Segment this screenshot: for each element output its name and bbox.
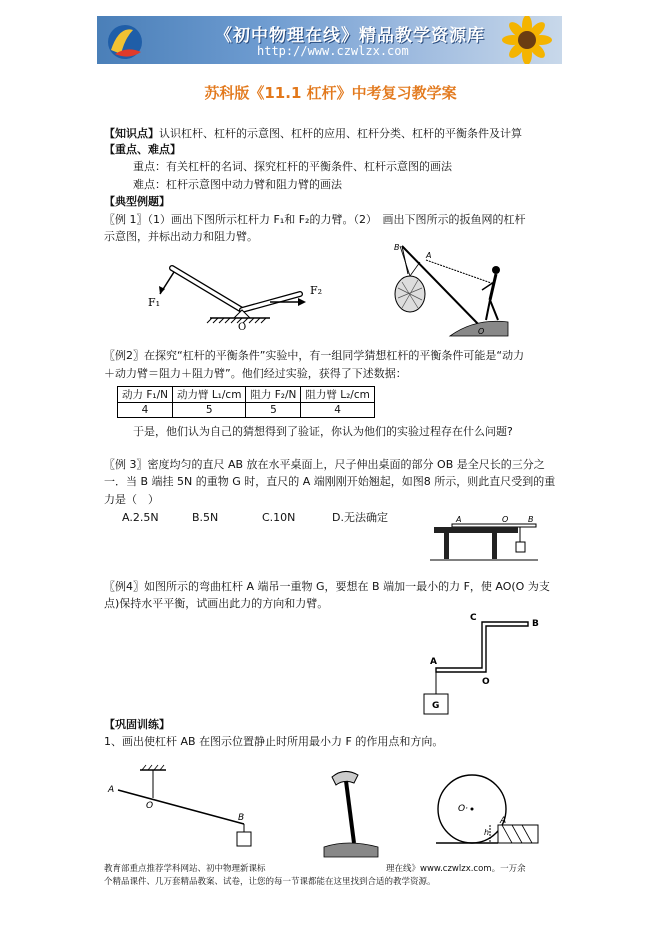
option-a: A.2.5N [122, 511, 159, 524]
ex3-line3: 力是（ ） [104, 493, 159, 506]
table-leg-left [444, 533, 449, 559]
label-f2: F₂ [310, 284, 323, 297]
focus-text: 有关杠杆的名词、探究杠杆的平衡条件、杠杆示意图的画法 [166, 160, 452, 173]
footer-line2: 个精品课件、几万套精品教案、试卷，让您的每一节课都能在这里找到合适的教学资源。 [104, 877, 436, 887]
practice-fig-c [432, 765, 542, 855]
weight-g [516, 542, 525, 552]
ex3-ruler-figure [430, 514, 540, 564]
knowledge-text: 认识杠杆、杠杆的示意图、杠杆的应用、杠杆分类、杠杆的平衡条件及计算 [159, 127, 522, 140]
practice-fig-b [318, 765, 388, 860]
step [498, 825, 538, 843]
header-banner [97, 16, 562, 64]
keypoints-label: 【重点、难点】 [104, 143, 181, 156]
focus-line [133, 160, 452, 174]
banner-title: 《初中物理在线》精品教学资源库 [215, 26, 485, 46]
knowledge-line [104, 127, 522, 141]
ex1-line1: 〖例 1〗（1）画出下图所示杠杆力 F₁和 F₂的力臂。（2） 画出下图所示的扳鱼网的杠杆 [104, 213, 526, 226]
ruler [452, 524, 536, 527]
page-title: 苏科版《11.1 杠杆》中考复习教学案 [204, 84, 457, 102]
ex1-fishing-net-figure [390, 240, 530, 340]
ex3-line2: 一．当 B 端挂 5N 的重物 G 时，直尺的 A 端刚刚开始翘起，如图8 所示，则此直尺受到的重 [104, 475, 556, 488]
label-a: A [500, 816, 507, 826]
ex4-bent-lever-figure [420, 608, 550, 718]
label-o: O [238, 322, 247, 333]
label-h: h [484, 828, 490, 837]
option-c: C.10N [262, 511, 296, 524]
label-o2: O [478, 327, 485, 336]
label-a: A [430, 657, 437, 667]
label-o: O [502, 515, 509, 524]
ex3-line1: 〖例 3〗密度均匀的直尺 AB 放在水平桌面上，尺子伸出桌面的部分 OB 是全尺长的三分之 [104, 458, 545, 471]
label-a: A [426, 251, 432, 260]
practice-label: 【巩固训练】 [104, 718, 170, 731]
focus-label: 重点： [133, 160, 166, 173]
option-b: B.5N [192, 511, 219, 524]
table-cell: 4 [118, 403, 173, 418]
practice-fig-a [104, 762, 274, 852]
label-o: O· [458, 804, 468, 814]
label-b: B [394, 243, 400, 252]
difficulty-text: 杠杆示意图中动力臂和阻力臂的画法 [166, 178, 342, 191]
ex2-line3: 于是，他们认为自己的猜想得到了验证，你认为他们的实验过程存在什么问题? [133, 425, 513, 438]
site-logo [99, 16, 159, 64]
label-a: A [108, 785, 115, 795]
table-header: 阻力臂 L₂/cm [301, 387, 374, 403]
label-g: G [432, 701, 440, 711]
data-table [117, 386, 375, 418]
label-b: B [532, 619, 539, 629]
difficulty-line [133, 178, 342, 192]
bent-lever [436, 622, 528, 672]
ground [324, 843, 378, 857]
table-top [434, 527, 518, 533]
examples-label: 【典型例题】 [104, 195, 170, 208]
ex4-line1: 〖例4〗如图所示的弯曲杠杆 A 端吊一重物 G，要想在 B 端加一最小的力 F，使 AO(O 为支 [104, 580, 550, 593]
lever-ab [118, 790, 244, 824]
crowbar [346, 781, 354, 843]
ex2-line1: 〖例2〗在探究“杠杆的平衡条件”实验中，有一组同学猜想杠杆的平衡条件可能是“动力 [104, 349, 525, 362]
label-b: B [528, 515, 534, 524]
practice-q1: 1、画出使杠杆 AB 在图示位置静止时所用最小力 F 的作用点和方向。 [104, 735, 444, 748]
footer-line1-right: 理在线》www.czwlzx.com。一万余 [386, 864, 526, 874]
footer-line1-left: 教育部重点推荐学科网站、初中物理新课标 [104, 864, 266, 874]
ex1-line2: 示意图，并标出动力和阻力臂。 [104, 230, 258, 243]
ex2-line2: ＋动力臂＝阻力＋阻力臂”。他们经过实验，获得了下述数据： [104, 367, 407, 380]
person-head [492, 266, 500, 274]
option-d: D.无法确定 [332, 511, 388, 524]
label-o: O [482, 677, 490, 687]
knowledge-label: 【知识点】 [104, 127, 159, 140]
table-leg-right [492, 533, 497, 559]
difficulty-label: 难点： [133, 178, 166, 191]
label-o: O [146, 801, 154, 811]
table-header: 动力臂 L₁/cm [172, 387, 245, 403]
table-cell: 5 [246, 403, 301, 418]
table-header-row [118, 387, 375, 403]
ex1-lever-figure [140, 258, 340, 338]
label-a: A [456, 515, 462, 524]
sunflower-image [485, 16, 562, 64]
table-cell: 5 [172, 403, 245, 418]
label-c: C [470, 613, 477, 623]
banner-url[interactable]: http://www.czwlzx.com [257, 44, 409, 58]
table-cell: 4 [301, 403, 374, 418]
label-f1: F₁ [148, 296, 161, 309]
table-row [118, 403, 375, 418]
weight [237, 832, 251, 846]
table-header: 阻力 F₂/N [246, 387, 301, 403]
ex4-line2: 点)保持水平平衡，试画出此力的方向和力臂。 [104, 597, 329, 610]
table-header: 动力 F₁/N [118, 387, 173, 403]
label-b: B [238, 813, 245, 823]
